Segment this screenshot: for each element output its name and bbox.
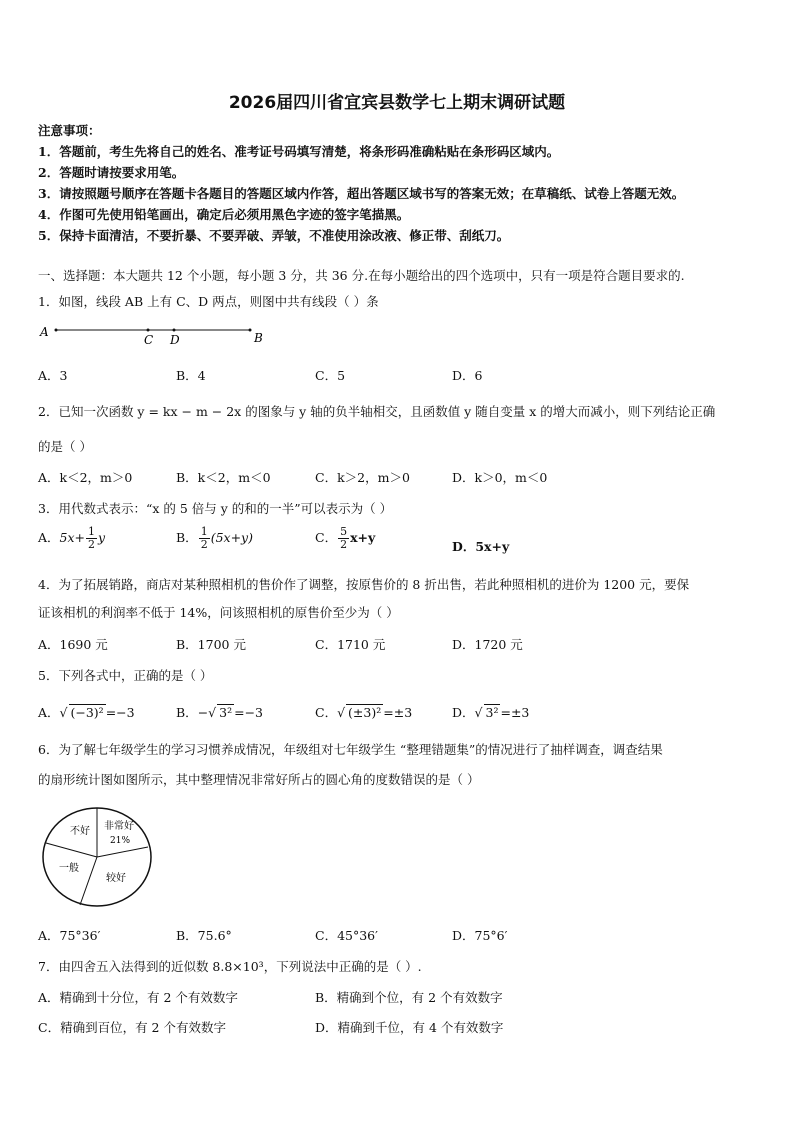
question-7-option-b[interactable]: B．精确到个位，有 2 个有效数字	[315, 990, 503, 1005]
fraction-numerator: 1	[200, 525, 208, 538]
question-7-stem: 7．由四舍五入法得到的近似数 8.8×10³，下列说法中正确的是（ ）.	[38, 959, 422, 974]
question-2-option-c[interactable]: C．k＞2，m＞0	[315, 470, 410, 485]
radicand: 3²	[219, 705, 233, 720]
question-7-option-d[interactable]: D．精确到千位，有 4 个有效数字	[315, 1020, 504, 1035]
notice-heading: 注意事项：	[38, 123, 101, 138]
radicand: (−3)²	[70, 705, 104, 720]
radical-sign: √	[59, 705, 68, 720]
pie-label-very-good-percent: 21%	[110, 836, 131, 846]
question-1-option-b[interactable]: B．4	[176, 368, 206, 383]
option-label: C．	[315, 705, 338, 720]
option-label: B．	[176, 705, 198, 720]
question-1-stem: 1．如图，线段 AB 上有 C、D 两点，则图中共有线段（ ）条	[38, 294, 379, 309]
section-heading: 一、选择题：本大题共 12 个小题，每小题 3 分，共 36 分.在每小题给出的四个选项中，只有一项是符合题目要求的.	[38, 268, 685, 283]
radical-sign: √	[337, 705, 346, 720]
point-b-dot	[249, 329, 252, 332]
expr-prefix: 5x+	[59, 530, 86, 545]
question-2-stem: 2．已知一次函数 y = kx − m − 2x 的图象与 y 轴的负半轴相交，且函数值 y 随自变量 x 的增大而减小，则下列结论正确	[38, 404, 716, 419]
pie-label-good: 较好	[106, 873, 126, 884]
fraction-numerator: 5	[340, 525, 348, 538]
question-6-option-c[interactable]: C．45°36′	[315, 928, 378, 943]
option-label: D．	[452, 705, 475, 720]
question-6-option-a[interactable]: A．75°36′	[38, 928, 101, 943]
pie-label-average: 一般	[59, 863, 79, 874]
question-5-option-c[interactable]	[315, 703, 412, 721]
question-4-option-c[interactable]: C．1710 元	[315, 637, 386, 652]
point-d-dot	[173, 329, 176, 332]
fraction	[199, 526, 210, 551]
option-label: A．	[38, 530, 60, 545]
question-4-option-a[interactable]: A．1690 元	[38, 637, 108, 652]
expr-rest: =±3	[500, 705, 530, 720]
expr-rest: =±3	[383, 705, 413, 720]
question-3-option-a[interactable]	[38, 526, 105, 551]
fraction-numerator: 1	[88, 525, 96, 538]
question-5-stem: 5．下列各式中，正确的是（ ）	[38, 668, 213, 683]
question-2-option-b[interactable]: B．k＜2，m＜0	[176, 470, 271, 485]
radicand: 3²	[485, 705, 499, 720]
question-5-option-a[interactable]	[38, 703, 135, 721]
question-4-stem: 4．为了拓展销路，商店对某种照相机的售价作了调整，按原售价的 8 折出售，若此种照相机的进价为 1200 元，要保	[38, 577, 690, 592]
question-5-option-d[interactable]	[452, 703, 529, 721]
question-7-option-a[interactable]: A．精确到十分位，有 2 个有效数字	[38, 990, 238, 1005]
fraction	[86, 526, 97, 551]
radical-sign: √	[474, 705, 483, 720]
expr-suffix: y	[98, 530, 106, 545]
fraction-denominator: 2	[200, 538, 208, 551]
question-3-stem: 3．用代数式表示：“x 的 5 倍与 y 的和的一半”可以表示为（ ）	[38, 501, 393, 516]
question-4-option-b[interactable]: B．1700 元	[176, 637, 246, 652]
question-1-option-a[interactable]: A．3	[38, 368, 68, 383]
point-a-label: A	[40, 325, 49, 339]
expr-rest: =−3	[105, 705, 135, 720]
option-label: A．	[38, 705, 60, 720]
question-6-stem: 6．为了解七年级学生的学习习惯养成情况，年级组对七年级学生 “整理错题集”的情况进行了抽样调查，调查结果	[38, 742, 663, 757]
question-3-option-d[interactable]: D．5x+y	[452, 539, 510, 554]
question-2-option-a[interactable]: A．k＜2，m＞0	[38, 470, 133, 485]
fraction-denominator: 2	[88, 538, 96, 551]
point-b-label: B	[254, 331, 263, 345]
question-4-stem-cont: 证该相机的利润率不低于 14%，问该照相机的原售价至少为（ ）	[38, 605, 399, 620]
notice-item: 3．请按照题号顺序在答题卡各题目的答题区域内作答，超出答题区域书写的答案无效；在草稿纸、试卷上答题无效。	[38, 186, 685, 201]
question-3-option-c[interactable]	[315, 526, 375, 551]
pie-label-very-good: 非常好	[104, 821, 134, 832]
question-5-option-b[interactable]	[176, 703, 263, 721]
question-6-stem-cont: 的扇形统计图如图所示，其中整理情况非常好所占的圆心角的度数错误的是（ ）	[38, 772, 480, 787]
question-4-option-d[interactable]: D．1720 元	[452, 637, 523, 652]
fraction	[338, 526, 349, 551]
expr-suffix: x+y	[350, 530, 376, 545]
question-3-option-b[interactable]	[176, 526, 253, 551]
radicand: (±3)²	[348, 705, 382, 720]
question-2-stem-cont: 的是（ ）	[38, 439, 92, 454]
question-7-option-c[interactable]: C．精确到百位，有 2 个有效数字	[38, 1020, 226, 1035]
fraction-denominator: 2	[340, 538, 348, 551]
radical-sign: √	[208, 705, 217, 720]
notice-item: 4．作图可先使用铅笔画出，确定后必须用黑色字迹的签字笔描黑。	[38, 207, 410, 222]
option-label: B．	[176, 530, 198, 545]
point-c-dot	[147, 329, 150, 332]
question-6-option-d[interactable]: D．75°6′	[452, 928, 508, 943]
expr-prefix: −	[197, 705, 209, 720]
question-2-option-d[interactable]: D．k＞0，m＜0	[452, 470, 548, 485]
segment-diagram	[38, 320, 278, 350]
notice-item: 5．保持卡面清洁，不要折暴、不要弄破、弄皱，不准使用涂改液、修正带、刮纸刀。	[38, 228, 510, 243]
notice-item: 2．答题时请按要求用笔。	[38, 165, 185, 180]
pie-chart-figure	[40, 805, 160, 910]
question-1-option-d[interactable]: D．6	[452, 368, 483, 383]
point-a-dot	[55, 329, 58, 332]
point-c-label: C	[144, 333, 154, 347]
expr-suffix: (5x+y)	[210, 530, 253, 545]
pie-label-bad: 不好	[70, 826, 90, 837]
expr-rest: =−3	[234, 705, 264, 720]
point-d-label: D	[170, 333, 180, 347]
page-title: 2026届四川省宜宾县数学七上期末调研试题	[228, 93, 566, 113]
question-6-option-b[interactable]: B．75.6°	[176, 928, 232, 943]
notice-item: 1．答题前，考生先将自己的姓名、准考证号码填写清楚，将条形码准确粘贴在条形码区域内。	[38, 144, 560, 159]
question-1-option-c[interactable]: C．5	[315, 368, 346, 383]
option-label: C．	[315, 530, 338, 545]
